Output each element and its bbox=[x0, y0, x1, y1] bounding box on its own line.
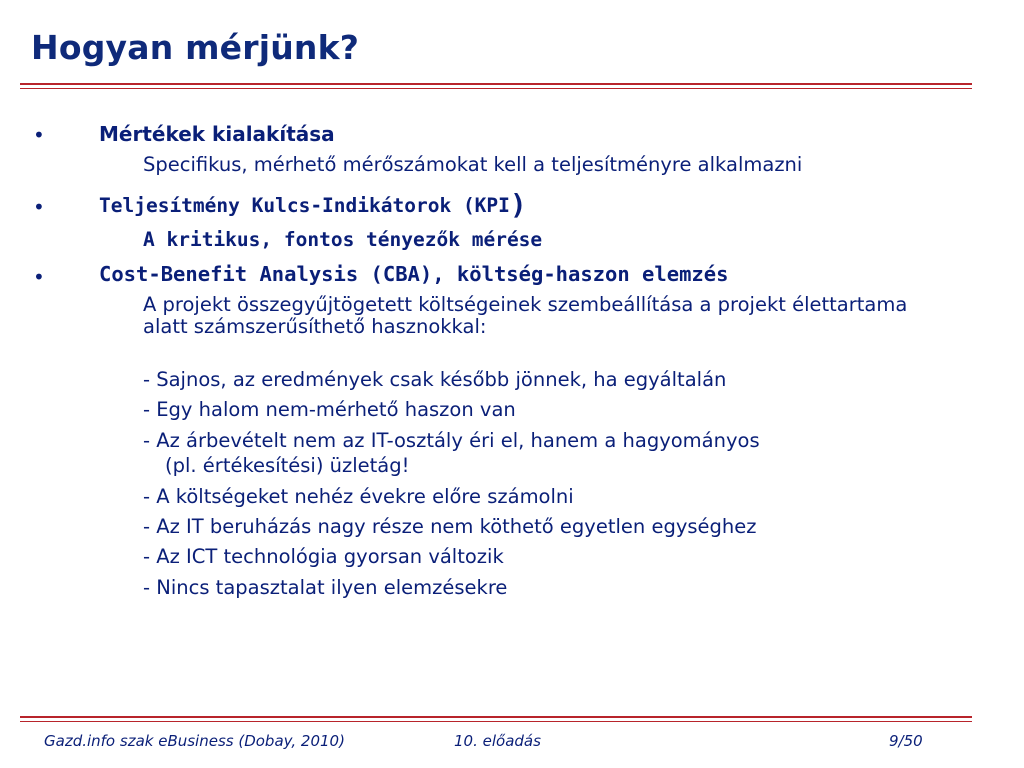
list-item: - Az ICT technológia gyorsan változik bbox=[143, 545, 504, 568]
footer-divider-top bbox=[20, 716, 972, 718]
title-divider-bottom bbox=[20, 88, 972, 89]
bullet-heading bbox=[99, 188, 527, 221]
bullet-heading-paren: ) bbox=[509, 188, 527, 221]
bullet-heading: Cost-Benefit Analysis (CBA), költség-haszon elemzés bbox=[99, 262, 729, 286]
bullet-subtext: Specifikus, mérhető mérőszámokat kell a teljesítményre alkalmazni bbox=[143, 153, 803, 176]
footer-page-number: 9/50 bbox=[889, 732, 923, 750]
bullet-subtext: A kritikus, fontos tényezők mérése bbox=[143, 228, 543, 251]
bullet-marker: • bbox=[33, 195, 45, 219]
list-item: - Az árbevételt nem az IT-osztály éri el, hanem a hagyományos bbox=[143, 429, 760, 452]
footer-divider-bottom bbox=[20, 721, 972, 722]
title-divider-top bbox=[20, 83, 972, 85]
list-item: - Sajnos, az eredmények csak később jönnek, ha egyáltalán bbox=[143, 368, 727, 391]
list-item-continuation bbox=[143, 455, 409, 477]
list-item: - Egy halom nem-mérhető haszon van bbox=[143, 398, 516, 421]
list-item-continuation-text: (pl. értékesítési) üzletág! bbox=[165, 454, 410, 477]
list-item: - Az IT beruházás nagy része nem köthető egyetlen egységhez bbox=[143, 515, 757, 538]
list-item: - A költségeket nehéz évekre előre számolni bbox=[143, 485, 574, 508]
bullet-marker: • bbox=[33, 123, 45, 147]
slide-title: Hogyan mérjünk? bbox=[31, 28, 360, 67]
bullet-marker: • bbox=[33, 265, 45, 289]
list-item: - Nincs tapasztalat ilyen elemzésekre bbox=[143, 576, 508, 599]
footer-lecture: 10. előadás bbox=[454, 732, 541, 750]
bullet-heading-text: Teljesítmény Kulcs-Indikátorok (KPI bbox=[99, 194, 510, 217]
bullet-subtext: A projekt összegyűjtögetett költségeinek szembeállítása a projekt élettartama alatt számszerűsíthető hasznokkal: bbox=[143, 293, 908, 338]
bullet-heading: Mértékek kialakítása bbox=[99, 122, 335, 146]
footer-course: Gazd.info szak eBusiness (Dobay, 2010) bbox=[44, 732, 345, 750]
